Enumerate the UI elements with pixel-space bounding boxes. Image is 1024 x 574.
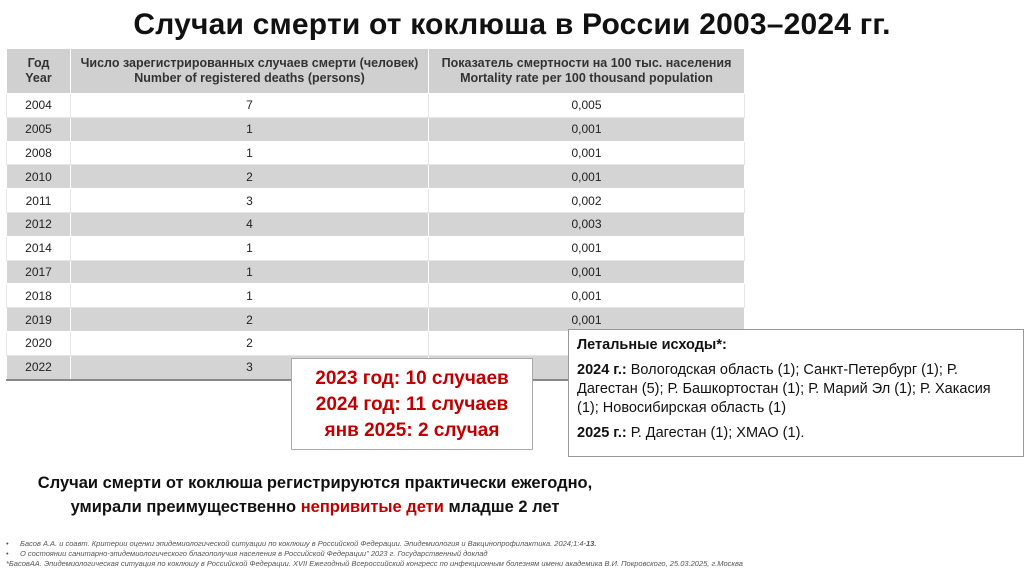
table-row (7, 94, 745, 118)
table-row (7, 212, 745, 236)
table-row (7, 284, 745, 308)
cell-deaths: 4 (71, 212, 429, 236)
cell-year: 2012 (7, 212, 71, 236)
cases-jan-2025: янв 2025: 2 случая (324, 420, 500, 441)
cell-deaths: 1 (71, 284, 429, 308)
cell-year: 2008 (7, 141, 71, 165)
header-deaths: Число зарегистрированных случаев смерти (человек) Number of registered deaths (persons) (71, 49, 429, 94)
cell-deaths: 1 (71, 141, 429, 165)
cell-year: 2005 (7, 117, 71, 141)
fatal-outcomes-2025: 2025 г.: Р. Дагестан (1); ХМАО (1). (577, 425, 805, 441)
table-header-row (7, 49, 745, 94)
cell-year: 2018 (7, 284, 71, 308)
table-row (7, 165, 745, 189)
cell-rate: 0,001 (429, 117, 745, 141)
cell-deaths: 7 (71, 94, 429, 118)
cell-deaths: 1 (71, 236, 429, 260)
table-row (7, 189, 745, 213)
cell-rate: 0,001 (429, 165, 745, 189)
cases-2023: 2023 год: 10 случаев (315, 368, 509, 389)
cell-year: 2019 (7, 308, 71, 332)
summary-text: Случаи смерти от коклюша регистрируются практически ежегодно, умирали преимущественно непривитые дети младше 2 лет (37, 474, 593, 516)
reference-item: • О состоянии санитарно-эпидемиологического благополучия населения в Российской Федерации" 2023 г. Государственный доклад (6, 549, 488, 558)
table-row (7, 117, 745, 141)
cell-rate: 0,005 (429, 94, 745, 118)
reference-item: *БасовАА. Эпидемиологическая ситуация по коклюшу в Российской Федерации. XVII Ежегодный Всероссийский конгресс по инфекционным болезням имени академика В.И. Покровского, 25.03.2025, г.Москва (6, 559, 743, 568)
table-row (7, 141, 745, 165)
cell-deaths: 3 (71, 355, 429, 379)
cell-deaths: 1 (71, 117, 429, 141)
table-row (7, 236, 745, 260)
cell-rate: 0,001 (429, 308, 745, 332)
unvaccinated-children-highlight: непривитые дети (300, 498, 444, 516)
cell-deaths: 3 (71, 189, 429, 213)
fatal-outcomes-box (568, 329, 1024, 457)
cell-deaths: 2 (71, 331, 429, 355)
table-row (7, 260, 745, 284)
fatal-outcomes-heading: Летальные исходы*: (577, 337, 727, 353)
header-rate: Показатель смертности на 100 тыс. населения Mortality rate per 100 thousand population (429, 49, 745, 94)
cell-year: 2014 (7, 236, 71, 260)
cell-year: 2022 (7, 355, 71, 379)
cell-rate: 0,001 (429, 260, 745, 284)
cell-deaths: 2 (71, 165, 429, 189)
cell-rate: 0,002 (429, 189, 745, 213)
header-year: Год Year (7, 49, 71, 94)
cell-rate: 0,003 (429, 212, 745, 236)
yearly-cases-callout (291, 358, 533, 450)
cell-year: 2010 (7, 165, 71, 189)
cases-2024: 2024 год: 11 случаев (315, 394, 509, 415)
cell-year: 2011 (7, 189, 71, 213)
table-row (7, 308, 745, 332)
cell-year: 2020 (7, 331, 71, 355)
references (6, 539, 1006, 569)
slide-title: Случаи смерти от коклюша в России 2003–2024 гг. (133, 8, 891, 41)
cell-rate: 0,001 (429, 141, 745, 165)
cell-deaths: 2 (71, 308, 429, 332)
cell-deaths: 1 (71, 260, 429, 284)
fatal-outcomes-2024: 2024 г.: Вологодская область (1); Санкт-Петербург (1); Р. Дагестан (5); Р. Башкортостан (1); Р. Марий Эл (1); Р. Хакасия (1); Новосибирская область (1) (577, 362, 991, 416)
reference-item: • Басов А.А. и соавт. Критерии оценки эпидемиологической ситуации по коклюшу в Российской Федерации. Эпидемиология и Вакцинопрофилактика. 2024;1:4-13. (6, 539, 597, 548)
cell-rate: 0,001 (429, 236, 745, 260)
cell-year: 2017 (7, 260, 71, 284)
cell-year: 2004 (7, 94, 71, 118)
cell-rate: 0,001 (429, 284, 745, 308)
